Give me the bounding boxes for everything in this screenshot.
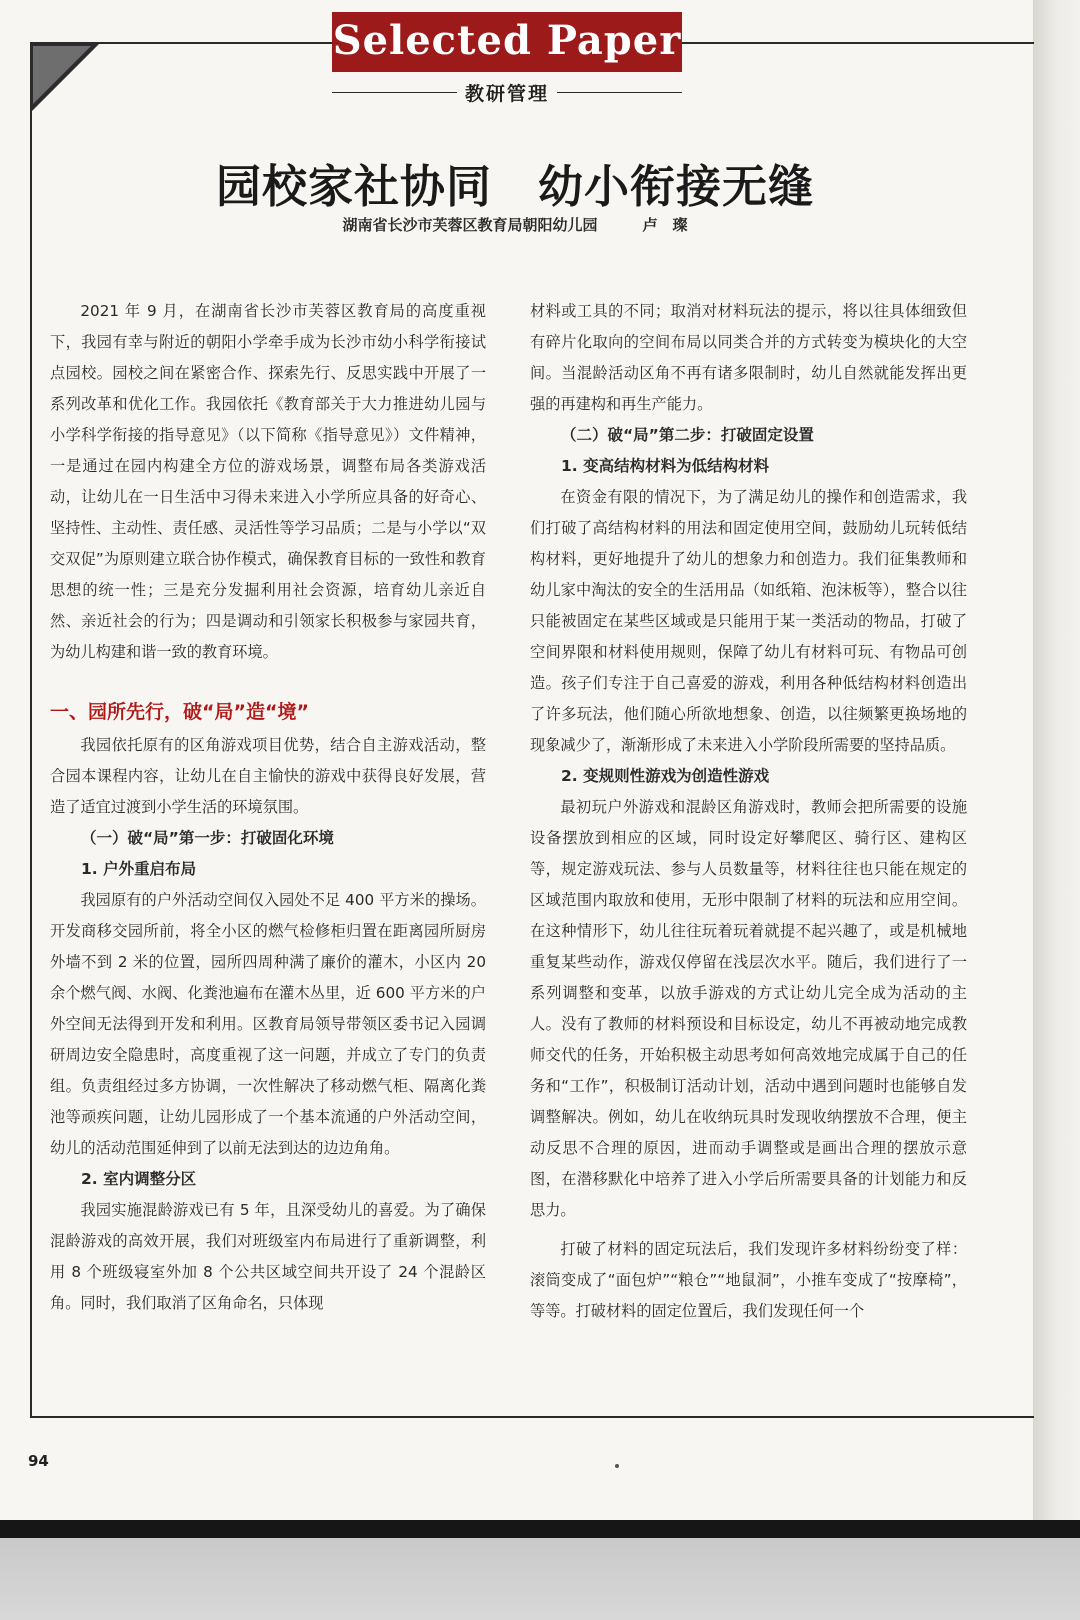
page-number: 94 (28, 1452, 49, 1470)
spacer (50, 668, 486, 686)
left-paragraph-3: 我园原有的户外活动空间仅入园处不足 400 平方米的操场。开发商移交园所前，将全小区的燃气检修柜归置在距离园所厨房外墙不到 2 米的位置，园所四周种满了廉价的灌木，小区内 20 余个燃气阀、水阀、化粪池遍布在灌木丛里，近 600 平方米的户外空间无法得到开发和利用。区教育局领导带领区委书记入园调研周边安全隐患时，高度重视了这一问题，并成立了专门的负责组。负责组经过多方协调，一次性解决了移动燃气柜、隔离化粪池等顽疾问题，让幼儿园形成了一个基本流通的户外活动空间，幼儿的活动范围延伸到了以前无法到达的边边角角。 (50, 891, 486, 1157)
background-surface (0, 1538, 1080, 1620)
heading-level-3-games: 2. 变规则性游戏为创造性游戏 (561, 767, 770, 785)
heading-level-3-outdoor: 1. 户外重启布局 (81, 860, 197, 878)
section-rule-left (332, 92, 457, 93)
right-paragraph-2: 在资金有限的情况下，为了满足幼儿的操作和创造需求，我们打破了高结构材料的用法和固定使用空间，鼓励幼儿玩转低结构材料，更好地提升了幼儿的想象力和创造力。我们征集教师和幼儿家中淘汰的安全的生活用品（如纸箱、泡沫板等），整合以往只能被固定在某些区域或是只能用于某一类活动的物品，打破了空间界限和材料使用规则，保障了幼儿有材料可玩、有物品可创造。孩子们专注于自己喜爱的游戏，利用各种低结构材料创造出了许多玩法，他们随心所欲地想象、创造，以往频繁更换场地的现象减少了，渐渐形成了未来进入小学阶段所需要的坚持品质。 (530, 488, 967, 754)
section-rule-right (557, 92, 682, 93)
print-dot (615, 1464, 619, 1468)
section-label: 教研管理 (465, 82, 550, 105)
left-paragraph-intro: 2021 年 9 月，在湖南省长沙市芙蓉区教育局的高度重视下，我园有幸与附近的朝阳小学牵手成为长沙市幼小科学衔接试点园校。园校之间在紧密合作、探索先行、反思实践中开展了一系列改革和优化工作。我园依托《教育部关于大力推进幼儿园与小学科学衔接的指导意见》（以下简称《指导意见》）文件精神，一是通过在园内构建全方位的游戏场景，调整布局各类游戏活动，让幼儿在一日生活中习得未来进入小学所应具备的好奇心、坚持性、主动性、责任感、灵活性等学习品质；二是与小学以“双交双促”为原则建立联合协作模式，确保教育目标的一致性和教育思想的统一性；三是充分发掘利用社会资源，培育幼儿亲近自然、亲近社会的行为；四是调动和引领家长积极参与家园共育，为幼儿构建和谐一致的教育环境。 (50, 302, 486, 661)
right-paragraph-4: 打破了材料的固定玩法后，我们发现许多材料纷纷变了样：滚筒变成了“面包炉”“粮仓”“地鼠洞”，小推车变成了“按摩椅”，等等。打破材料的固定位置后，我们发现任何一个 (530, 1240, 967, 1320)
selected-paper-banner: Selected Paper (332, 12, 682, 72)
section-label-row (332, 78, 682, 106)
article-byline: 湖南省长沙市芙蓉区教育局朝阳幼儿园 卢 璨 (342, 216, 688, 234)
left-paragraph-2: 我园依托原有的区角游戏项目优势，结合自主游戏活动，整合园本课程内容，让幼儿在自主愉快的游戏中获得良好发展，营造了适宜过渡到小学生活的环境氛围。 (50, 736, 486, 816)
right-column (530, 296, 967, 1327)
heading-level-3-materials: 1. 变高结构材料为低结构材料 (561, 457, 770, 475)
article-title: 园校家社协同 幼小衔接无缝 (215, 160, 814, 213)
left-column (50, 296, 486, 1319)
right-paragraph-3: 最初玩户外游戏和混龄区角游戏时，教师会把所需要的设施设备摆放到相应的区域，同时设定好攀爬区、骑行区、建构区等，规定游戏玩法、参与人员数量等，材料往往也只能在规定的区域范围内取放和使用，无形中限制了材料的玩法和应用空间。在这种情形下，幼儿往往玩着玩着就提不起兴趣了，或是机械地重复某些动作，游戏仅停留在浅层次水平。随后，我们进行了一系列调整和变革，以放手游戏的方式让幼儿完全成为活动的主人。没有了教师的材料预设和目标设定，幼儿不再被动地完成教师交代的任务，开始积极主动思考如何高效地完成属于自己的任务和“工作”，积极制订活动计划，活动中遇到问题时也能够自发调整解决。例如，幼儿在收纳玩具时发现收纳摆放不合理，便主动反思不合理的原因，进而动手调整或是画出合理的摆放示意图，在潜移默化中培养了进入小学后所需要具备的计划能力和反思力。 (530, 798, 967, 1219)
heading-level-1: 一、园所先行，破“局”造“境” (50, 701, 309, 723)
facing-page-edge (1034, 0, 1080, 1525)
spacer (530, 1226, 967, 1234)
heading-level-2-b: （二）破“局”第二步：打破固定设置 (561, 426, 814, 444)
right-paragraph-1: 材料或工具的不同；取消对材料玩法的提示，将以往具体细致但有碎片化取向的空间布局以同类合并的方式转变为模块化的大空间。当混龄活动区角不再有诸多限制时，幼儿自然就能发挥出更强的再建构和再生产能力。 (530, 302, 967, 413)
heading-level-3-indoor: 2. 室内调整分区 (81, 1170, 197, 1188)
page-bottom-edge (0, 1520, 1080, 1538)
left-paragraph-4: 我园实施混龄游戏已有 5 年，且深受幼儿的喜爱。为了确保混龄游戏的高效开展，我们对班级室内布局进行了重新调整，利用 8 个班级寝室外加 8 个公共区域空间共开设了 24 个混龄区角。同时，我们取消了区角命名，只体现 (50, 1201, 486, 1312)
heading-level-2-a: （一）破“局”第一步：打破固化环境 (81, 829, 334, 847)
